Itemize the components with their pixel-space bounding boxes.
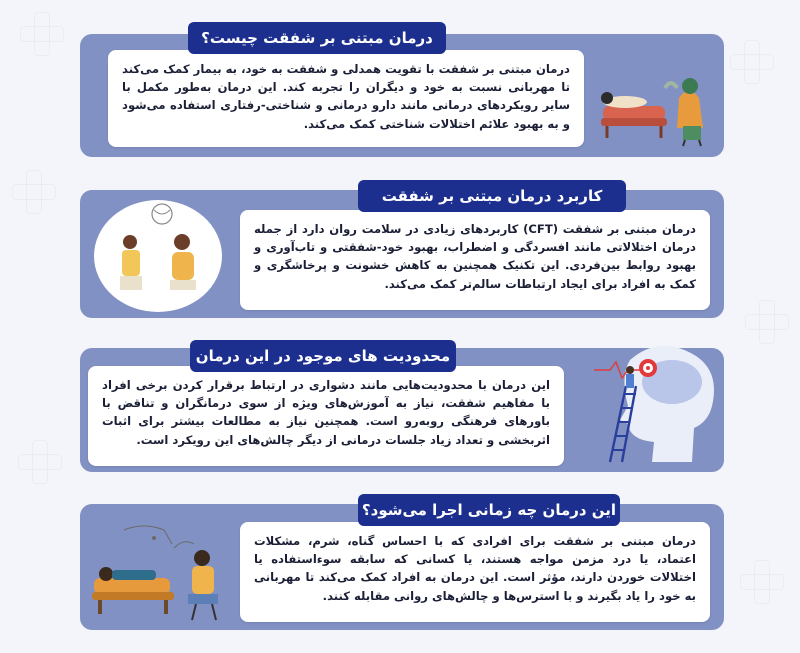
section-body: درمان مبتنی بر شفقت برای افرادی که با احساس گناه، شرم، مشکلات اعتماد، یا درد مزمن مواجه هستند، یا کسانی که سابقه سوءاستفاده یا اختلالات خوردن دارند، مؤثر است. این درمان به افراد کمک می‌کند تا مهربانی به خود را یاد بگیرند و با استرس‌ها و چالش‌های روانی مقابله کنند. xyxy=(254,534,696,603)
background-cross-icon xyxy=(20,12,64,56)
psychotherapy-session-icon xyxy=(84,518,234,626)
section-card xyxy=(88,366,564,466)
background-cross-icon xyxy=(730,40,774,84)
section-heading: محدودیت های موجود در این درمان xyxy=(190,340,456,372)
section-card xyxy=(240,522,710,622)
section-when xyxy=(80,501,724,630)
therapy-couch-icon xyxy=(595,58,715,148)
section-limitations xyxy=(80,348,724,472)
section-body: درمان مبتنی بر شفقت با تقویت همدلی و شفقت به خود، به بیمار کمک می‌کند تا مهربانی نسبت به خود و دیگران را تجربه کند. این درمان به‌طور مکمل با سایر رویکردهای درمانی مانند دارو درمانی و شناختی-رفتاری استفاده می‌شود و به بهبود علائم اختلالات شناختی کمک می‌کند. xyxy=(122,62,570,131)
section-card xyxy=(108,50,584,147)
section-heading: این درمان چه زمانی اجرا می‌شود؟ xyxy=(358,494,620,526)
section-body: این درمان با محدودیت‌هایی مانند دشواری در ارتباط برقرار کردن برخی افراد با مفاهیم شفقت، نیاز به آموزش‌های ویژه از سوی درمانگران و تناقض با باورهای فرهنگی روبه‌رو است. همچنین نیاز به مطالعات بیشتر برای اثبات اثربخشی و تعداد زیاد جلسات درمانی از دیگر چالش‌های این رویکرد است. xyxy=(102,378,550,447)
section-applications xyxy=(80,187,724,318)
section-body: درمان مبتنی بر شفقت (CFT) کاربردهای زیادی در سلامت روان دارد از جمله درمان اختلالاتی مانند افسردگی و اضطراب، بهبود خود-شفقتی و تاب‌آوری و بهبود روابط بین‌فردی. این تکنیک همچنین به کاهش خشونت و پرخاشگری و کمک به افراد برای ایجاد ارتباطات سالم‌تر کمک می‌کند. xyxy=(254,222,696,291)
section-heading: درمان مبتنی بر شفقت چیست؟ xyxy=(188,22,446,54)
background-cross-icon xyxy=(12,170,56,214)
background-cross-icon xyxy=(745,300,789,344)
brain-ladder-icon xyxy=(590,340,724,468)
section-what-is xyxy=(80,29,724,157)
background-cross-icon xyxy=(740,560,784,604)
section-card xyxy=(240,210,710,310)
counseling-session-icon xyxy=(92,198,224,314)
section-heading: کاربرد درمان مبتنی بر شفقت xyxy=(358,180,626,212)
background-cross-icon xyxy=(18,440,62,484)
